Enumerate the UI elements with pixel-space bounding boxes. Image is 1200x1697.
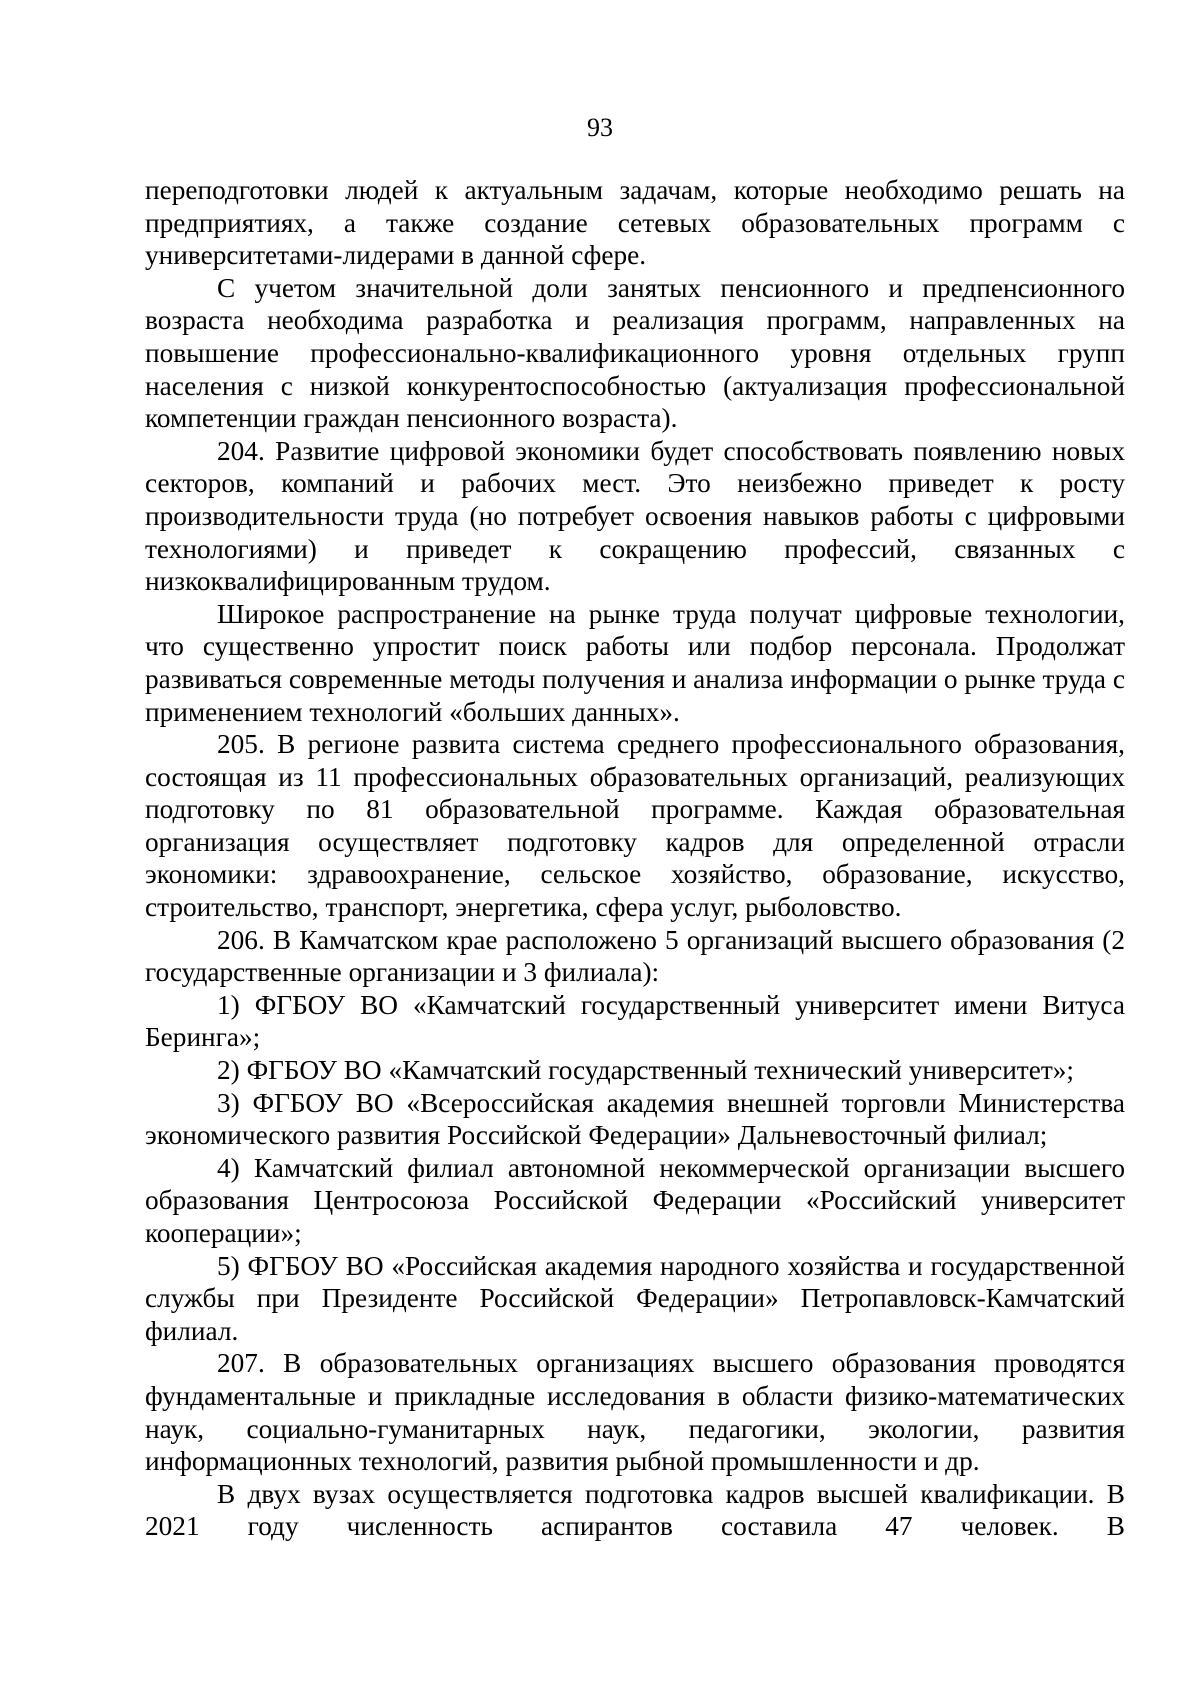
paragraph-204: 204. Развитие цифровой экономики будет способствовать появлению новых секторов, компаний и рабочих мест. Это неизбежно приведет к росту производительности труда (но потребует освоения навыков работы с цифровыми технологиями) и приведет к сокращению профессий, связанных с низкоквалифицированным трудом. [145, 435, 1125, 597]
list-item-2: 2) ФГБОУ ВО «Камчатский государственный технический университет»; [217, 1055, 1075, 1086]
paragraph-pension-age: С учетом значительной доли занятых пенсионного и предпенсионного возраста необходима разработка и реализация программ, направленных на повышение профессионально-квалификационного уровня отдельных групп населения с низкой конкурентоспособностью (актуализация профессиональной компетенции граждан пенсионного возраста). [145, 272, 1125, 434]
paragraph-207: 207. В образовательных организациях высшего образования проводятся фундаментальные и прикладные исследования в области физико-математических наук, социально-гуманитарных наук, педагогики, экологии, развития информационных технологий, развития рыбной промышленности и др. [145, 1348, 1125, 1477]
paragraph-206: 206. В Камчатском крае расположено 5 организаций высшего образования (2 государственные организации и 3 филиала): [145, 924, 1125, 988]
paragraph-postgraduate: В двух вузах осуществляется подготовка кадров высшей квалификации. В 2021 году численность аспирантов составила 47 человек. В [145, 1478, 1125, 1542]
list-item-5: 5) ФГБОУ ВО «Российская академия народного хозяйства и государственной службы при Президенте Российской Федерации» Петропавловск-Камчатский филиал. [145, 1250, 1125, 1346]
page-number: 93 [587, 113, 613, 142]
list-item-1: 1) ФГБОУ ВО «Камчатский государственный университет имени Витуса Беринга»; [145, 989, 1125, 1053]
paragraph-digital-technologies: Широкое распространение на рынке труда получат цифровые технологии, что существенно упростит поиск работы или подбор персонала. Продолжат развиваться современные методы получения и анализа информации о рынке труда с применением технологий «больших данных». [145, 598, 1125, 727]
paragraph-205: 205. В регионе развита система среднего профессионального образования, состоящая из 11 профессиональных образовательных организаций, реализующих подготовку по 81 образовательной программе. Каждая образовательная организация осуществляет подготовку кадров для определенной отрасли экономики: здравоохранение, сельское хозяйство, образование, искусство, строительство, транспорт, энергетика, сфера услуг, рыболовство. [145, 729, 1125, 923]
list-item-3: 3) ФГБОУ ВО «Всероссийская академия внешней торговли Министерства экономического развития Российской Федерации» Дальневосточный филиал; [145, 1087, 1125, 1151]
list-item-4: 4) Камчатский филиал автономной некоммерческой организации высшего образования Центросоюза Российской Федерации «Российский университет кооперации»; [145, 1152, 1125, 1248]
document-body [145, 174, 1125, 1543]
paragraph-continuation: переподготовки людей к актуальным задачам, которые необходимо решать на предприятиях, а также создание сетевых образовательных программ с университетами-лидерами в данной сфере. [145, 175, 1125, 271]
